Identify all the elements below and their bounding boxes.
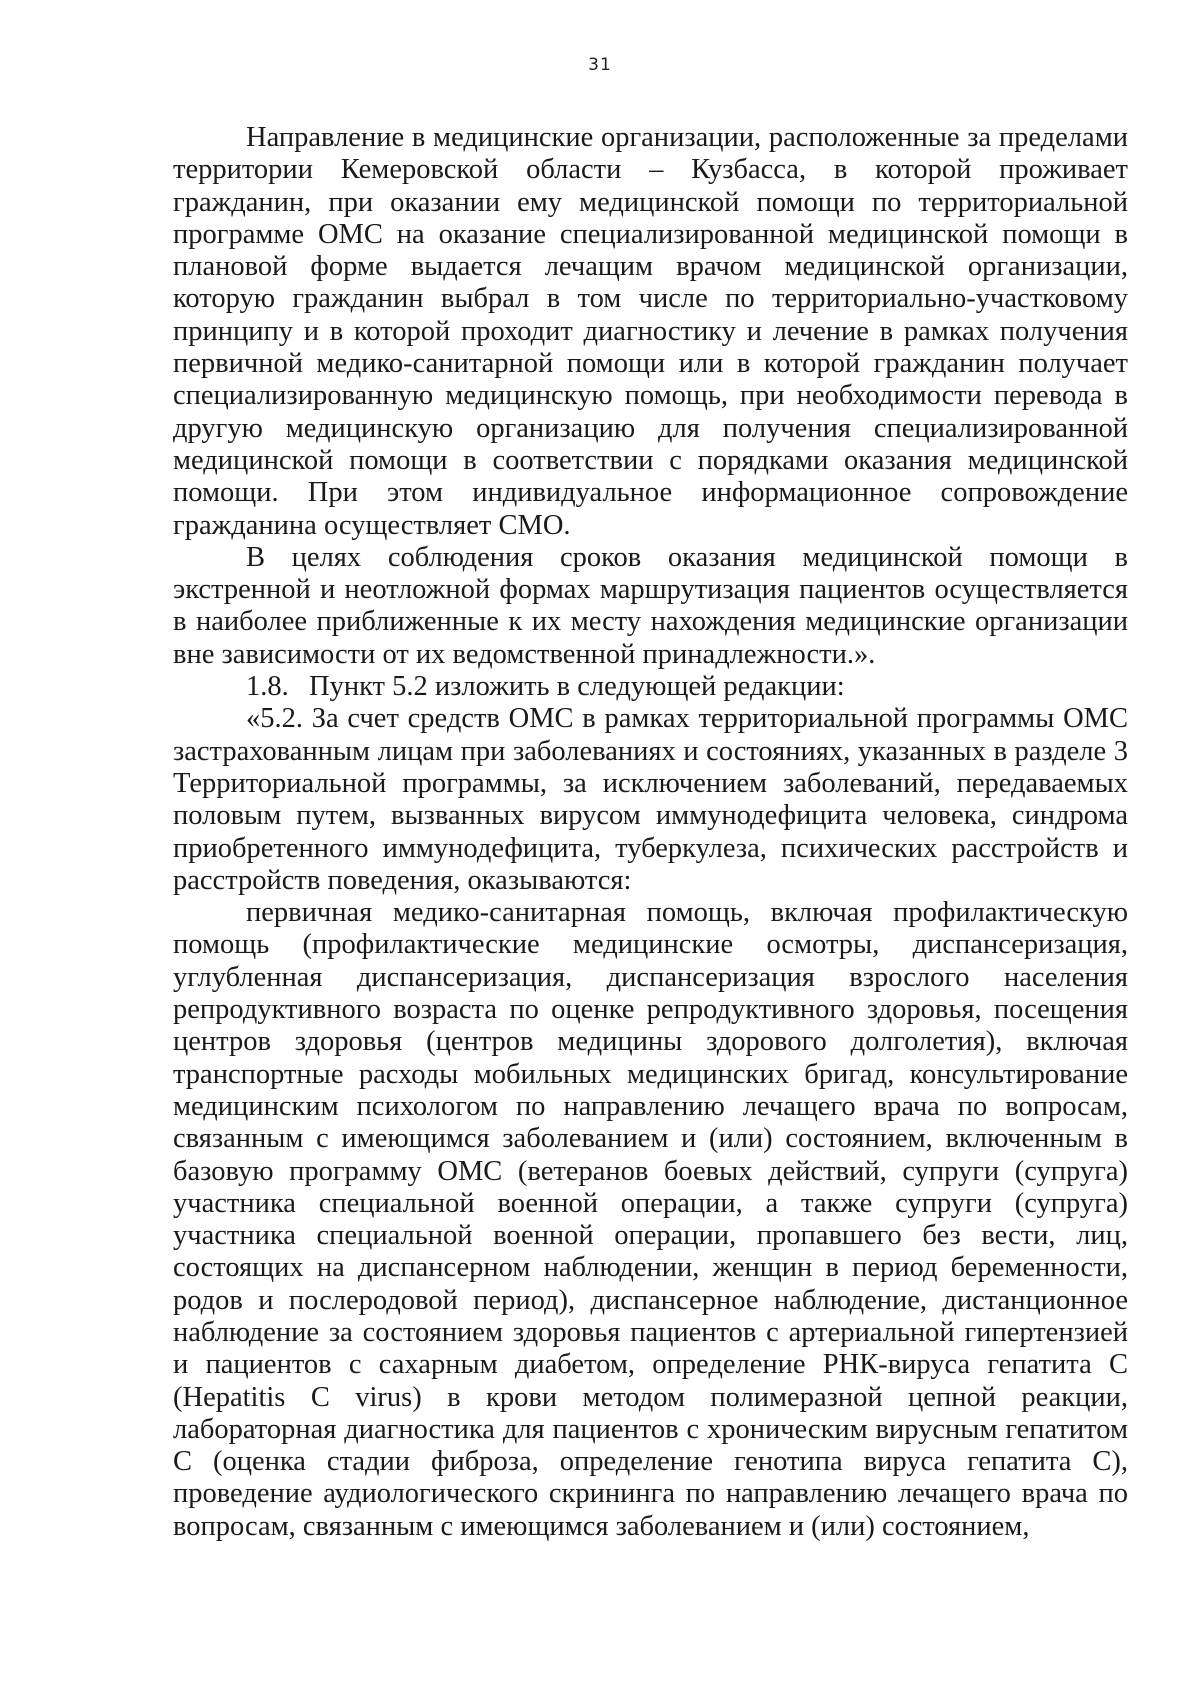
amendment-item xyxy=(173,671,1128,703)
document-body xyxy=(173,122,1128,1543)
amendment-item-number: 1.8. xyxy=(246,671,289,703)
paragraph-primary-care: первичная медико-санитарная помощь, включая профилактическую помощь (профилактические медицинские осмотры, диспансеризация, углубленная диспансеризация, диспансеризация взрослого населения репродуктивного возраста по оценке репродуктивного здоровья, посещения центров здоровья (центров медицины здорового долголетия), включая транспортные расходы мобильных медицинских бригад, консультирование медицинским психологом по направлению лечащего врача по вопросам, связанным с имеющимся заболеванием и (или) состоянием, включенным в базовую программу ОМС (ветеранов боевых действий, супруги (супруга) участника специальной военной операции, а также супруги (супруга) участника специальной военной операции, пропавшего без вести, лиц, состоящих на диспансерном наблюдении, женщин в период беременности, родов и послеродовой период), диспансерное наблюдение, дистанционное наблюдение за состоянием здоровья пациентов с артериальной гипертензией и пациентов с сахарным диабетом, определение РНК-вируса гепатита С (Hepatitis C virus) в крови методом полимеразной цепной реакции, лабораторная диагностика для пациентов с хроническим вирусным гепатитом С (оценка стадии фиброза, определение генотипа вируса гепатита С), проведение аудиологического скрининга по направлению лечащего врача по вопросам, связанным с имеющимся заболеванием и (или) состоянием, xyxy=(173,897,1128,1542)
amendment-item-text: Пункт 5.2 изложить в следующей редакции: xyxy=(309,671,845,703)
page-number: 31 xyxy=(588,55,612,75)
paragraph-referral: Направление в медицинские организации, расположенные за пределами территории Кемеровской области – Кузбасса, в которой проживает гражданин, при оказании ему медицинской помощи по территориальной программе ОМС на оказание специализированной медицинской помощи в плановой форме выдается лечащим врачом медицинской организации, которую гражданин выбрал в том числе по территориально-участковому принципу и в которой проходит диагностику и лечение в рамках получения первичной медико-санитарной помощи или в которой гражданин получает специализированную медицинскую помощь, при необходимости перевода в другую медицинскую организацию для получения специализированной медицинской помощи в соответствии с порядками оказания медицинской помощи. При этом индивидуальное информационное сопровождение гражданина осуществляет СМО. xyxy=(173,122,1128,541)
paragraph-emergency-routing: В целях соблюдения сроков оказания медицинской помощи в экстренной и неотложной формах маршрутизация пациентов осуществляется в наиболее приближенные к их месту нахождения медицинские организации вне зависимости от их ведомственной принадлежности.». xyxy=(173,541,1128,670)
paragraph-clause-5-2: «5.2. За счет средств ОМС в рамках территориальной программы ОМС застрахованным лицам при заболеваниях и состояниях, указанных в разделе 3 Территориальной программы, за исключением заболеваний, передаваемых половым путем, вызванных вирусом иммунодефицита человека, синдрома приобретенного иммунодефицита, туберкулеза, психических расстройств и расстройств поведения, оказываются: xyxy=(173,703,1128,896)
